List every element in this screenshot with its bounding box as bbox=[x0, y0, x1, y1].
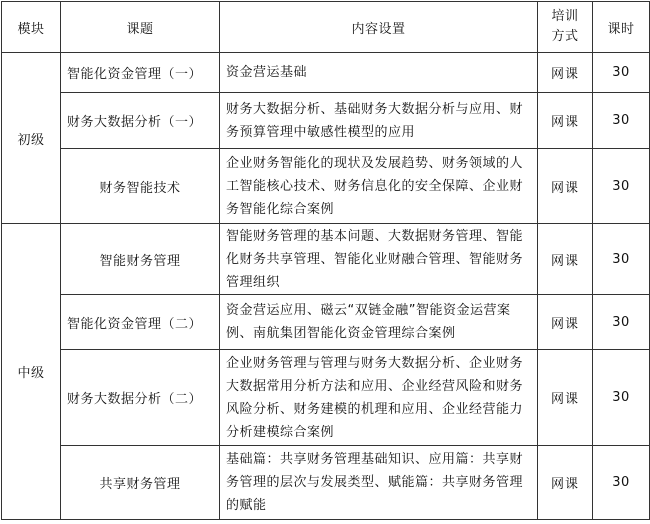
method-cell: 网课 bbox=[538, 350, 593, 446]
method-cell: 网课 bbox=[538, 93, 593, 149]
header-topic: 课题 bbox=[61, 2, 220, 53]
header-method bbox=[538, 2, 593, 53]
table-row bbox=[2, 93, 650, 149]
hours-cell: 30 bbox=[593, 224, 650, 295]
content-cell: 资金营运基础 bbox=[220, 53, 538, 93]
hours-cell: 30 bbox=[593, 350, 650, 446]
header-module: 模块 bbox=[2, 2, 61, 53]
topic-cell: 财务大数据分析（二） bbox=[61, 350, 220, 446]
method-cell: 网课 bbox=[538, 295, 593, 350]
content-cell: 企业财务智能化的现状及发展趋势、财务领域的人工智能核心技术、财务信息化的安全保障、企业财务智能化综合案例 bbox=[220, 149, 538, 224]
hours-cell: 30 bbox=[593, 446, 650, 520]
table-row bbox=[2, 224, 650, 295]
header-method-line1: 培训 bbox=[551, 9, 579, 24]
method-cell: 网课 bbox=[538, 53, 593, 93]
header-method-line2: 方式 bbox=[551, 29, 579, 44]
module-cell: 初级 bbox=[2, 53, 61, 224]
content-cell: 智能财务管理的基本问题、大数据财务管理、智能化财务共享管理、智能化业财融合管理、智能财务管理组织 bbox=[220, 224, 538, 295]
hours-cell: 30 bbox=[593, 149, 650, 224]
topic-cell: 智能化资金管理（二） bbox=[61, 295, 220, 350]
hours-cell: 30 bbox=[593, 295, 650, 350]
table-row bbox=[2, 350, 650, 446]
topic-cell: 智能财务管理 bbox=[61, 224, 220, 295]
module-cell: 中级 bbox=[2, 224, 61, 520]
hours-cell: 30 bbox=[593, 93, 650, 149]
curriculum-table bbox=[1, 1, 650, 520]
content-cell: 资金营运应用、磁云“双链金融”智能资金运营案例、南航集团智能化资金管理综合案例 bbox=[220, 295, 538, 350]
topic-cell: 共享财务管理 bbox=[61, 446, 220, 520]
header-hours: 课时 bbox=[593, 2, 650, 53]
content-cell: 企业财务管理与管理与财务大数据分析、企业财务大数据常用分析方法和应用、企业经营风险和财务风险分析、财务建模的机理和应用、企业经营能力分析建模综合案例 bbox=[220, 350, 538, 446]
table-row bbox=[2, 295, 650, 350]
content-cell: 财务大数据分析、基础财务大数据分析与应用、财务预算管理中敏感性模型的应用 bbox=[220, 93, 538, 149]
header-row bbox=[2, 2, 650, 53]
topic-cell: 财务智能技术 bbox=[61, 149, 220, 224]
method-cell: 网课 bbox=[538, 446, 593, 520]
header-content: 内容设置 bbox=[220, 2, 538, 53]
table-row bbox=[2, 446, 650, 520]
topic-cell: 智能化资金管理（一） bbox=[61, 53, 220, 93]
method-cell: 网课 bbox=[538, 224, 593, 295]
table-row bbox=[2, 149, 650, 224]
method-cell: 网课 bbox=[538, 149, 593, 224]
topic-cell: 财务大数据分析（一） bbox=[61, 93, 220, 149]
table-row bbox=[2, 53, 650, 93]
content-cell: 基础篇：共享财务管理基础知识、应用篇：共享财务管理的层次与发展类型、赋能篇：共享财务管理的赋能 bbox=[220, 446, 538, 520]
hours-cell: 30 bbox=[593, 53, 650, 93]
